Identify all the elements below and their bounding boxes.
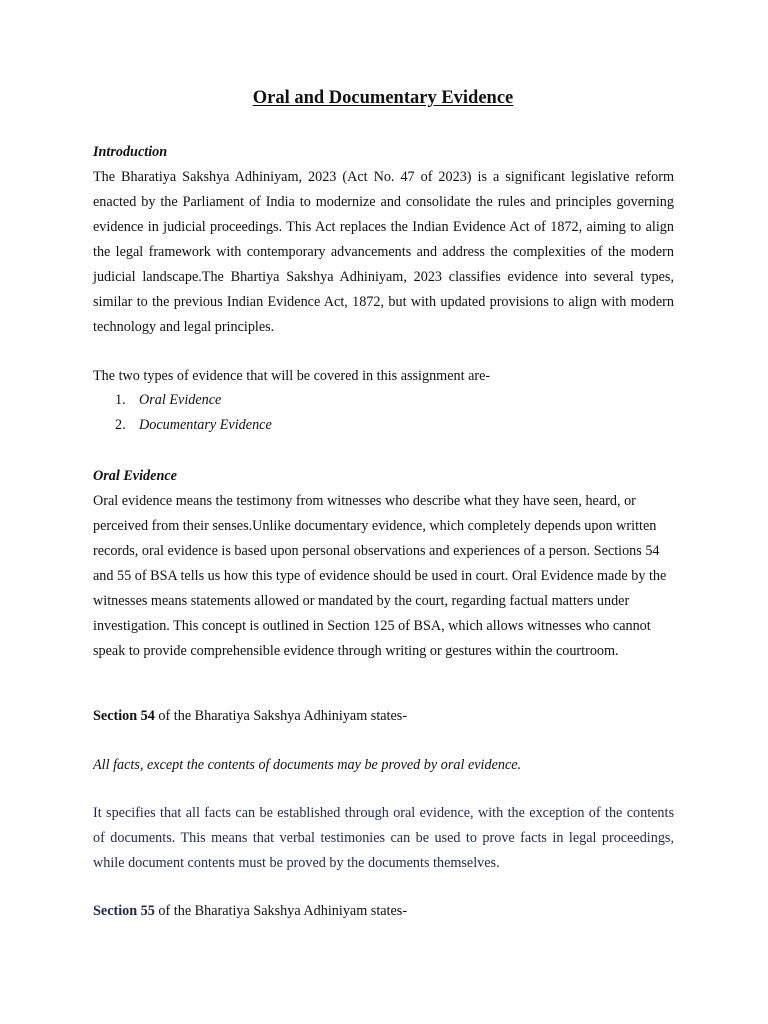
list-item <box>115 413 272 438</box>
list-item-text: Documentary Evidence <box>139 417 272 433</box>
evidence-types-list <box>115 388 272 438</box>
section-55-label: Section 55 <box>93 903 155 919</box>
list-item-text: Oral Evidence <box>139 392 222 408</box>
section-55-rest: of the Bharatiya Sakshya Adhiniyam states- <box>154 903 408 919</box>
oral-evidence-paragraph: Oral evidence means the testimony from witnesses who describe what they have seen, heard, or perceived from their senses.Unlike documentary evidence, which completely depends upon written records, oral evidence is based upon personal observations and experiences of a person. Sections 54 and 55 of BSA tells us how this type of evidence should be used in court. Oral Evidence made by the witnesses means statements allowed or mandated by the court, regarding factual matters under investigation. This concept is outlined in Section 125 of BSA, which allows witnesses who cannot speak to provide comprehensible evidence through writing or gestures within the courtroom. <box>93 493 667 659</box>
document-title: Oral and Documentary Evidence <box>252 88 514 108</box>
introduction-heading: Introduction <box>93 144 168 160</box>
list-item-number: 2. <box>115 417 126 433</box>
section-54-explanation: It specifies that all facts can be established through oral evidence, with the exception of the contents of documents. This means that verbal testimonies can be used to prove facts in legal proceedings, while document contents must be proved by the documents themselves. <box>93 805 674 871</box>
section-54-intro <box>93 704 674 729</box>
section-55-intro <box>93 899 674 924</box>
section-54-quote: All facts, except the contents of documents may be proved by oral evidence. <box>93 757 522 773</box>
list-item-number: 1. <box>115 392 126 408</box>
section-54-rest: of the Bharatiya Sakshya Adhiniyam states- <box>154 708 408 724</box>
types-intro-text: The two types of evidence that will be covered in this assignment are- <box>93 368 491 384</box>
oral-evidence-heading: Oral Evidence <box>93 468 177 484</box>
section-54-label: Section 54 <box>93 708 155 724</box>
list-item <box>115 388 272 413</box>
introduction-paragraph: The Bharatiya Sakshya Adhiniyam, 2023 (Act No. 47 of 2023) is a significant legislative reform enacted by the Parliament of India to modernize and consolidate the rules and principles governing evidence in judicial proceedings. This Act replaces the Indian Evidence Act of 1872, aiming to align the legal framework with contemporary advancements and address the complexities of the modern judicial landscape.The Bhartiya Sakshya Adhiniyam, 2023 classifies evidence into several types, similar to the previous Indian Evidence Act, 1872, but with updated provisions to align with modern technology and legal principles. <box>93 169 674 335</box>
